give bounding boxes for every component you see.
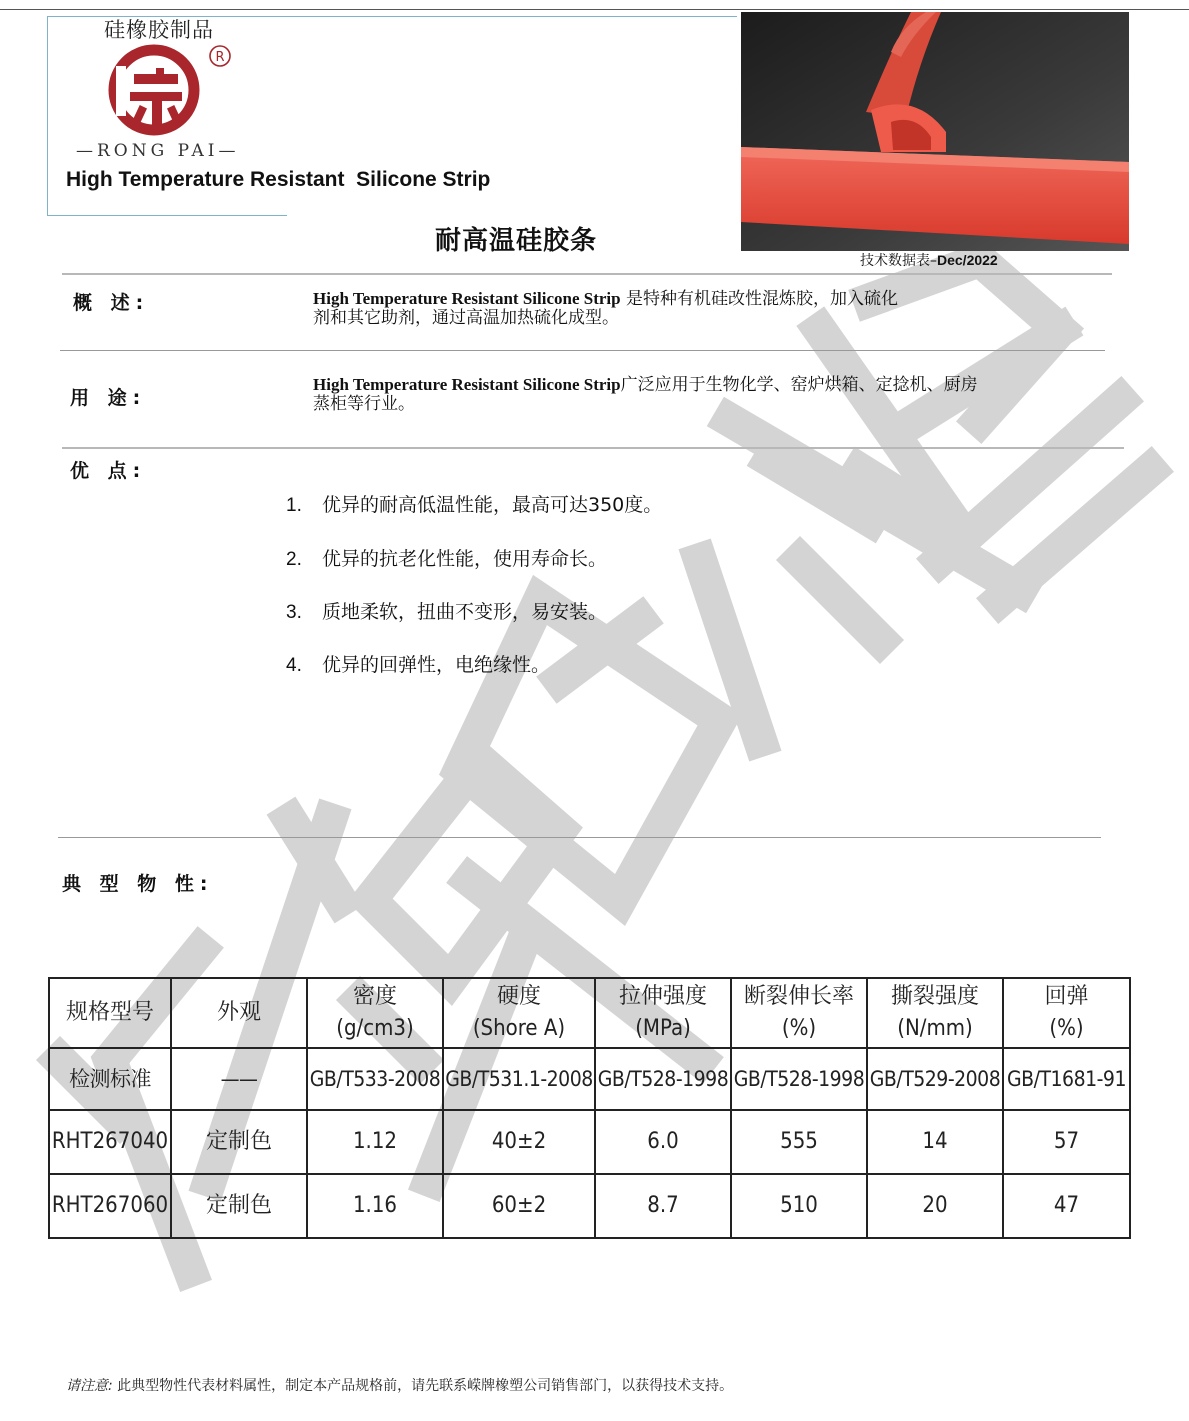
advantage-item: 1. 优异的耐高低温性能，最高可达350度。 xyxy=(286,494,663,516)
table-cell: 检测标准 xyxy=(49,1048,171,1110)
table-cell: RHT267040 xyxy=(49,1110,171,1174)
product-photo xyxy=(741,12,1129,251)
table-cell: 定制色 xyxy=(171,1174,307,1238)
logo-frame-bottom xyxy=(47,215,287,216)
table-cell: 57 xyxy=(1003,1110,1130,1174)
table-cell: 1.12 xyxy=(307,1110,443,1174)
usage-text: High Temperature Resistant Silicone Strip广泛应用于生物化学、窑炉烘箱、定捻机、厨房 蒸柜等行业。 xyxy=(313,375,978,414)
header-spec: 规格型号 xyxy=(49,978,171,1048)
properties-label: 典 型 物 性: xyxy=(62,873,214,895)
logo-wordmark: —RONG PAI— xyxy=(76,141,240,161)
table-header-row xyxy=(49,978,1130,1048)
table-row xyxy=(49,1110,1130,1174)
table-cell: 6.0 xyxy=(595,1110,731,1174)
brand-name: 硅橡胶制品 xyxy=(104,18,214,42)
header-elongation: 断裂伸长率 (%) xyxy=(731,978,867,1048)
divider xyxy=(60,350,1105,351)
table-cell: 510 xyxy=(731,1174,867,1238)
header-resilience: 回弹 (%) xyxy=(1003,978,1130,1048)
advantages-label: 优 点: xyxy=(70,460,147,482)
table-cell: GB/T528-1998 xyxy=(731,1048,867,1110)
header-density: 密度 (g/cm3) xyxy=(307,978,443,1048)
header-appearance: 外观 xyxy=(171,978,307,1048)
divider xyxy=(62,273,1112,275)
table-row xyxy=(49,1174,1130,1238)
datasheet-date: 技术数据表–Dec/2022 xyxy=(860,252,998,269)
svg-text:R: R xyxy=(215,50,225,65)
top-rule xyxy=(0,9,1189,10)
table-cell: 20 xyxy=(867,1174,1003,1238)
rongpai-logo-icon xyxy=(104,44,234,136)
table-cell: GB/T531.1-2008 xyxy=(443,1048,595,1110)
properties-table xyxy=(48,977,1131,1239)
usage-label: 用 途: xyxy=(70,387,147,409)
overview-label: 概 述: xyxy=(73,292,150,314)
standards-row xyxy=(49,1048,1130,1110)
header-tensile: 拉伸强度 (MPa) xyxy=(595,978,731,1048)
table-cell: 47 xyxy=(1003,1174,1130,1238)
table-cell: 8.7 xyxy=(595,1174,731,1238)
product-title-cn: 耐高温硅胶条 xyxy=(435,226,598,256)
divider xyxy=(58,837,1101,838)
table-cell: 60±2 xyxy=(443,1174,595,1238)
advantage-item: 2. 优异的抗老化性能，使用寿命长。 xyxy=(286,548,608,570)
table-cell: GB/T1681-91 xyxy=(1003,1048,1130,1110)
table-cell: 555 xyxy=(731,1110,867,1174)
divider xyxy=(62,447,1124,449)
advantage-item: 3. 质地柔软，扭曲不变形，易安装。 xyxy=(286,601,608,623)
table-cell: GB/T528-1998 xyxy=(595,1048,731,1110)
overview-text: High Temperature Resistant Silicone Strip 是特种有机硅改性混炼胶，加入硫化 剂和其它助剂，通过高温加热硫化成型。 xyxy=(313,289,898,328)
footer-note: 请注意: 此典型物性代表材料属性，制定本产品规格前，请先联系嵘牌橡塑公司销售部门，以获得技术支持。 xyxy=(66,1378,734,1394)
header-hardness: 硬度 (Shore A) xyxy=(443,978,595,1048)
table-cell: 定制色 xyxy=(171,1110,307,1174)
logo-frame-left xyxy=(47,16,48,216)
table-cell: GB/T533-2008 xyxy=(307,1048,443,1110)
header-tear: 撕裂强度 (N/mm) xyxy=(867,978,1003,1048)
table-cell: RHT267060 xyxy=(49,1174,171,1238)
table-cell: 40±2 xyxy=(443,1110,595,1174)
table-cell: GB/T529-2008 xyxy=(867,1048,1003,1110)
table-cell: 1.16 xyxy=(307,1174,443,1238)
advantage-item: 4. 优异的回弹性，电绝缘性。 xyxy=(286,654,551,676)
table-cell: —— xyxy=(171,1048,307,1110)
product-title-en: High Temperature Resistant Silicone Strip xyxy=(66,168,491,191)
table-cell: 14 xyxy=(867,1110,1003,1174)
